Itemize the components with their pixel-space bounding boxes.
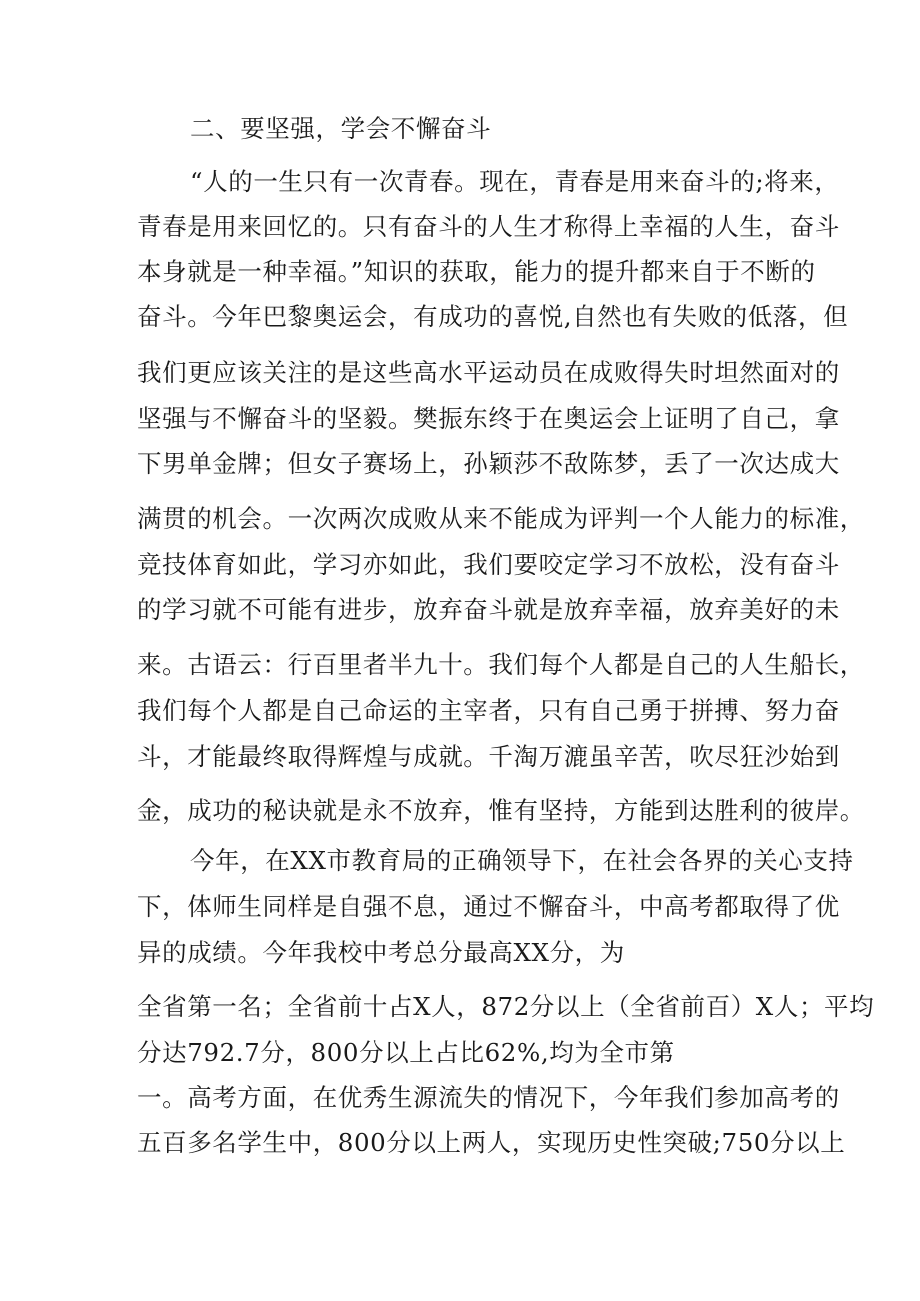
paragraph-line: 青春是用来回忆的。只有奋斗的人生才称得上幸福的人生，奋斗 <box>137 212 840 241</box>
paragraph-line: 五百多名学生中，800分以上两人，实现历史性突破;750分以上 <box>137 1128 846 1157</box>
section-heading: 二、要坚强，学会不懈奋斗 <box>190 114 492 143</box>
paragraph-line: 金，成功的秘诀就是永不放弃，惟有坚持，方能到达胜利的彼岸。 <box>137 796 865 825</box>
paragraph-line: 斗，才能最终取得辉煌与成就。千淘万漉虽辛苦，吹尽狂沙始到 <box>137 742 840 771</box>
paragraph-line: 坚强与不懈奋斗的坚毅。樊振东终于在奥运会上证明了自己，拿 <box>137 404 840 433</box>
paragraph-line: 分达792.7分，800分以上占比62%,均为全市第 <box>137 1038 675 1067</box>
paragraph-line: 下男单金牌；但女子赛场上，孙颖莎不敌陈梦，丢了一次达成大 <box>137 449 840 478</box>
paragraph-line: 下，体师生同样是自强不息，通过不懈奋斗，中高考都取得了优 <box>137 892 840 921</box>
paragraph-line: 我们更应该关注的是这些高水平运动员在成败得失时坦然面对的 <box>137 358 840 387</box>
paragraph-line: 竞技体育如此，学习亦如此，我们要咬定学习不放松，没有奋斗 <box>137 550 840 579</box>
paragraph-line: 异的成绩。今年我校中考总分最高XX分，为 <box>137 938 625 967</box>
paragraph-line: 我们每个人都是自己命运的主宰者，只有自己勇于拼搏、努力奋 <box>137 696 840 725</box>
paragraph-line: 满贯的机会。一次两次成败从来不能成为评判一个人能力的标准， <box>137 504 865 533</box>
paragraph-line: “人的一生只有一次青春。现在，青春是用来奋斗的;将来， <box>190 167 840 196</box>
paragraph-line: 全省第一名；全省前十占X人，872分以上（全省前百）X人；平均 <box>137 992 875 1021</box>
paragraph-line: 来。古语云：行百里者半九十。我们每个人都是自己的人生船长， <box>137 650 865 679</box>
paragraph-line: 一。高考方面，在优秀生源流失的情况下，今年我们参加高考的 <box>137 1083 840 1112</box>
paragraph-line: 本身就是一种幸福。”知识的获取，能力的提升都来自于不断的 <box>137 257 816 286</box>
paragraph-line: 奋斗。今年巴黎奥运会，有成功的喜悦,自然也有失败的低落，但 <box>137 302 849 331</box>
paragraph-line: 今年，在XX市教育局的正确领导下，在社会各界的关心支持 <box>190 846 854 875</box>
paragraph-line: 的学习就不可能有进步，放弃奋斗就是放弃幸福，放弃美好的未 <box>137 595 840 624</box>
